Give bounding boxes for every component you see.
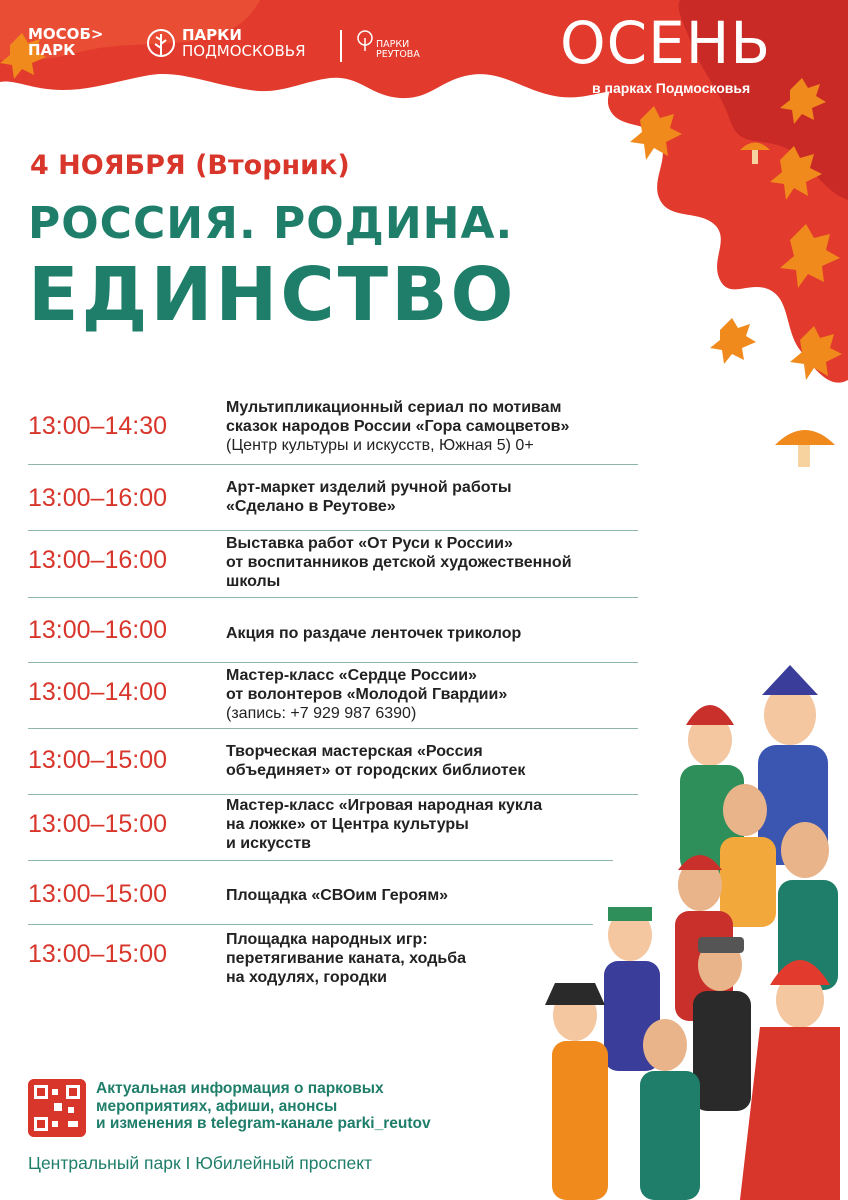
schedule-desc-line1: Творческая мастерская «Россия	[226, 743, 483, 760]
schedule-desc-line2: перетягивание каната, ходьба	[226, 950, 466, 967]
schedule-time: 13:00–16:00	[28, 484, 168, 512]
schedule-desc-line2: от волонтеров «Молодой Гвардии»	[226, 686, 508, 703]
schedule-desc-line2: сказок народов России «Гора самоцветов»	[226, 418, 570, 435]
schedule-desc-line1: Выставка работ «От Руси к России»	[226, 535, 513, 552]
logo-divider	[340, 30, 342, 62]
schedule-description	[226, 534, 646, 591]
parki-reutova-logo	[376, 40, 420, 60]
parki-logo-line1: ПАРКИ	[182, 26, 242, 44]
schedule-desc-line1: Площадка «СВОим Героям»	[226, 887, 449, 904]
event-date: 4 НОЯБРЯ (Вторник)	[30, 150, 350, 181]
schedule-desc-line2: на ложке» от Центра культуры	[226, 816, 469, 833]
telegram-info	[96, 1080, 516, 1133]
headline-line1: РОССИЯ. РОДИНА.	[28, 198, 514, 249]
mosobl-logo-line1: МОСОБ>	[28, 25, 104, 43]
schedule-desc-line2: объединяет» от городских библиотек	[226, 762, 526, 779]
schedule-time: 13:00–14:30	[28, 412, 168, 440]
parki-logo-line2: ПОДМОСКОВЬЯ	[182, 41, 306, 60]
schedule-description	[226, 398, 646, 455]
schedule-row	[28, 478, 638, 531]
schedule-row	[28, 398, 638, 465]
schedule-description	[226, 478, 646, 516]
info-line2: мероприятиях, афиши, анонсы	[96, 1097, 338, 1115]
schedule-desc-line1: Мастер-класс «Сердце России»	[226, 667, 477, 684]
season-title: ОСЕНЬ	[560, 9, 772, 77]
schedule-desc-line1: Арт-маркет изделий ручной работы	[226, 479, 512, 496]
schedule-desc-line1: Мастер-класс «Игровая народная кукла	[226, 797, 543, 814]
schedule-desc-line3: и искусств	[226, 835, 311, 852]
schedule-desc-line3: (запись: +7 929 987 6390)	[226, 705, 417, 722]
schedule-time: 13:00–15:00	[28, 940, 168, 968]
info-line1: Актуальная информация о парковых	[96, 1080, 384, 1097]
info-line3: и изменения в telegram-канале parki_reutov	[96, 1115, 431, 1132]
parki-podmoskovya-logo	[182, 28, 306, 60]
schedule-time: 13:00–15:00	[28, 746, 168, 774]
footer-location: Центральный парк I Юбилейный проспект	[28, 1153, 373, 1173]
reutov-logo-line2: РЕУТОВА	[376, 48, 420, 60]
schedule-time: 13:00–14:00	[28, 678, 168, 706]
mosobl-park-logo	[28, 27, 103, 59]
season-subtitle: в парках Подмосковья	[592, 80, 751, 96]
schedule-desc-line3: (Центр культуры и искусств, Южная 5) 0+	[226, 437, 534, 454]
schedule-time: 13:00–16:00	[28, 546, 168, 574]
schedule-desc-line1: Мультипликационный сериал по мотивам	[226, 399, 562, 416]
qr-code-icon[interactable]	[28, 1079, 86, 1137]
tree-icon	[146, 28, 176, 62]
schedule-desc-line2: от воспитанников детской художественной	[226, 554, 572, 571]
schedule-desc-line3: школы	[226, 573, 281, 590]
schedule-desc-line1: Акция по раздаче ленточек триколор	[226, 625, 522, 642]
schedule-desc-line2: «Сделано в Реутове»	[226, 498, 396, 515]
schedule-time: 13:00–15:00	[28, 810, 168, 838]
schedule-row	[28, 796, 613, 861]
schedule-row	[28, 534, 638, 598]
mosobl-logo-line2: ПАРК	[28, 40, 76, 59]
schedule-desc-line1: Площадка народных игр:	[226, 931, 428, 948]
schedule-time: 13:00–16:00	[28, 616, 168, 644]
headline-line2: ЕДИНСТВО	[28, 252, 517, 338]
schedule-desc-line3: на ходулях, городки	[226, 969, 387, 986]
people-illustration	[530, 655, 848, 1200]
schedule-description	[226, 624, 646, 643]
schedule-row	[28, 874, 593, 925]
reutov-logo-line1: ПАРКИ	[376, 39, 410, 50]
tree-icon	[356, 30, 374, 52]
schedule-time: 13:00–15:00	[28, 880, 168, 908]
